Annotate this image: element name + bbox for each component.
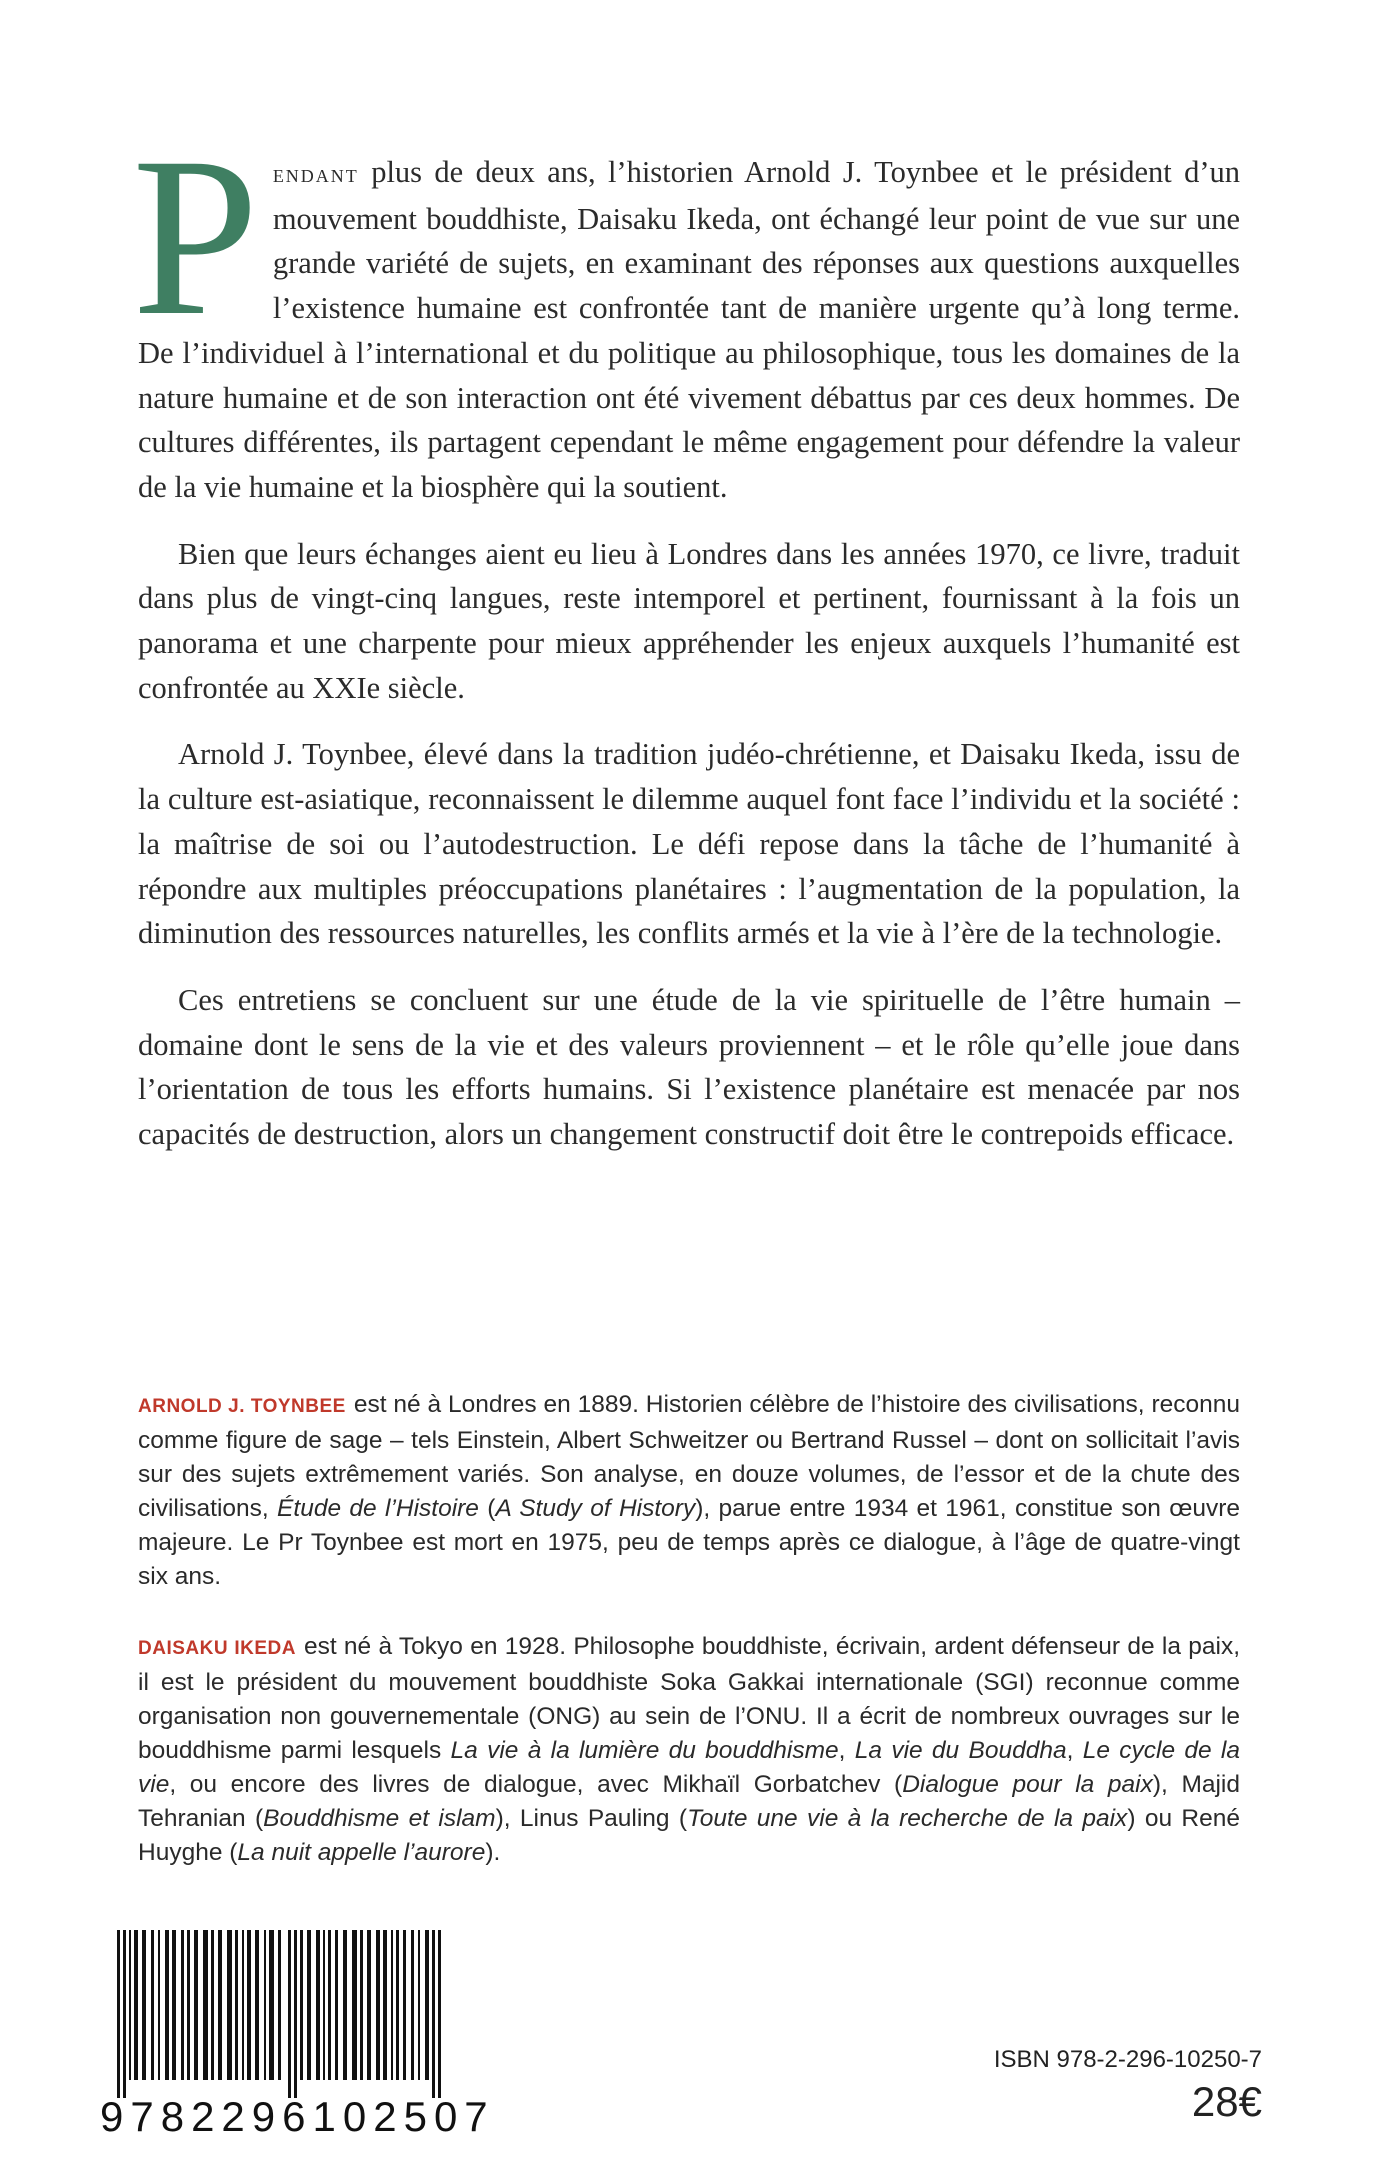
bio-text: ), parue entre 1934 et 1961, constitue son œuvre majeure. Le Pr Toynbee est mort en 1975, peu de temps après ce dialogue, à l’âge de quatre-vingt six ans. bbox=[138, 1495, 1240, 1590]
book-title: La vie à la lumière du bouddhisme bbox=[450, 1737, 839, 1764]
bio-text: ( bbox=[478, 1495, 496, 1522]
barcode-bar bbox=[235, 1930, 238, 2080]
book-title: La vie du Bouddha bbox=[854, 1737, 1067, 1764]
barcode-bar bbox=[165, 1930, 169, 2080]
bio-name-toynbee: ARNOLD J. TOYNBEE bbox=[138, 1396, 346, 1417]
barcode-bar bbox=[307, 1930, 311, 2080]
barcode-bar bbox=[211, 1930, 214, 2080]
book-title: La nuit appelle l’aurore bbox=[237, 1839, 486, 1866]
barcode-bar bbox=[294, 1930, 297, 2098]
barcode-bar bbox=[187, 1930, 190, 2080]
book-title: Bouddhisme et islam bbox=[263, 1805, 496, 1832]
barcode-bar bbox=[335, 1930, 338, 2080]
barcode-bar bbox=[391, 1930, 393, 2080]
bio-text: , ou encore des livres de dialogue, avec Mikhaïl Gorbatchev ( bbox=[169, 1771, 903, 1798]
bio-text: , bbox=[1066, 1737, 1083, 1764]
back-cover-text bbox=[132, 111, 1240, 1179]
paragraph-2: Bien que leurs échanges aient eu lieu à Londres dans les années 1970, ce livre, traduit dans plus de vingt-cinq langues, reste intemporel et pertinent, fournissant à la fois un panorama et une charpente pour mieux appréhender les enjeux auxquels l’humanité est confrontée au XXIe siècle. bbox=[138, 536, 1240, 705]
bio-text: , bbox=[838, 1737, 855, 1764]
barcode-bar bbox=[328, 1930, 331, 2080]
bio-text: ), Majid Tehranian ( bbox=[138, 1771, 1241, 1832]
barcode bbox=[113, 1930, 473, 2100]
barcode-bar bbox=[323, 1930, 325, 2080]
barcode-bar bbox=[316, 1930, 320, 2080]
bio-text: ). bbox=[485, 1839, 501, 1866]
book-title: A Study of History bbox=[495, 1495, 696, 1522]
barcode-bar bbox=[203, 1930, 208, 2080]
price: 28€ bbox=[1191, 2078, 1262, 2125]
barcode-bar bbox=[418, 1930, 420, 2080]
barcode-bar bbox=[172, 1930, 176, 2080]
barcode-bar bbox=[288, 1930, 291, 2098]
bio-toynbee bbox=[138, 1388, 1240, 1594]
barcode-bar bbox=[269, 1930, 274, 2080]
bio-text: est né à Londres en 1889. Historien célèbre de l’histoire des civilisations, reconnu comme figure de sage – tels Einstein, Albert Schweitzer ou Bertrand Russel – dont on sollicitait l’avis sur des sujets extrêmement variés. Son analyse, en douze volumes, de l’essor et de la chute des civilisations, bbox=[138, 1391, 1240, 1522]
barcode-bar bbox=[247, 1930, 251, 2080]
barcode-bar bbox=[425, 1930, 429, 2080]
barcode-bar bbox=[151, 1930, 154, 2080]
barcode-bar bbox=[264, 1930, 266, 2080]
barcode-bar bbox=[352, 1930, 357, 2080]
book-title: Le cycle de la vie bbox=[138, 1737, 1240, 1798]
intro-text: plus de deux ans, l’historien Arnold J. Toynbee et le président d’un mouvement bouddhiste, Daisaku Ikeda, ont échangé leur point de vue sur une grande variété de sujets, en examinant des réponses aux questions auxquelles l’existence humaine est confrontée tant de manière urgente qu’à long terme. De l’individuel à l’international et du politique au philosophique, tous les domaines de la nature humaine et de son interaction ont été vivement débattus par ces deux hommes. De cultures différentes, ils partagent cependant le même engagement pour défendre la valeur de la vie humaine et la biosphère qui la soutient. bbox=[138, 155, 1240, 504]
barcode-bar bbox=[129, 1930, 131, 2080]
barcode-bar bbox=[432, 1930, 435, 2098]
barcode-digits: 9782296102507 bbox=[100, 2093, 495, 2140]
barcode-bar bbox=[158, 1930, 160, 2080]
barcode-bar bbox=[123, 1930, 126, 2098]
barcode-bar bbox=[438, 1930, 441, 2098]
barcode-bar bbox=[218, 1930, 222, 2080]
barcode-bar bbox=[117, 1930, 120, 2098]
barcode-bar bbox=[142, 1930, 146, 2080]
bio-ikeda bbox=[138, 1630, 1240, 1870]
bio-text: ), Linus Pauling ( bbox=[495, 1805, 688, 1832]
drop-cap: P bbox=[132, 111, 259, 363]
bio-name-ikeda: DAISAKU IKEDA bbox=[138, 1638, 296, 1659]
barcode-bar bbox=[367, 1930, 371, 2080]
barcode-bar bbox=[376, 1930, 380, 2080]
barcode-bar bbox=[134, 1930, 138, 2080]
barcode-bar bbox=[383, 1930, 387, 2080]
barcode-bar bbox=[411, 1930, 414, 2080]
paragraph-3: Arnold J. Toynbee, élevé dans la tradition judéo-chrétienne, et Daisaku Ikeda, issu de la culture est-asiatique, reconnaissent le dilemme auquel font face l’individu et la société : la maîtrise de soi ou l’autodestruction. Le défi repose dans la tâche de l’humanité à répondre aux multiples préoccupations planétaires : l’augmentation de la population, la diminution des ressources naturelles, les conflits armés et la vie à l’ère de la technologie. bbox=[138, 737, 1240, 951]
intro-paragraph bbox=[132, 111, 1240, 510]
barcode-bar bbox=[242, 1930, 244, 2080]
isbn: ISBN 978-2-296-10250-7 bbox=[993, 2046, 1262, 2073]
barcode-bar bbox=[396, 1930, 399, 2080]
barcode-bar bbox=[227, 1930, 232, 2080]
barcode-bar bbox=[255, 1930, 259, 2080]
barcode-bar bbox=[403, 1930, 406, 2080]
book-title: Étude de l’Histoire bbox=[277, 1495, 479, 1522]
barcode-bar bbox=[360, 1930, 363, 2080]
barcode-bar bbox=[181, 1930, 184, 2080]
barcode-bar bbox=[194, 1930, 198, 2080]
barcode-bar bbox=[300, 1930, 303, 2080]
intro-smallcaps: endant bbox=[272, 159, 359, 188]
bio-text: est né à Tokyo en 1928. Philosophe bouddhiste, écrivain, ardent défenseur de la paix, il est le président du mouvement bouddhiste Soka Gakkai internationale (SGI) reconnue comme organisation non gouvernementale (ONG) au sein de l’ONU. Il a écrit de nombreux ouvrages sur le bouddhisme parmi lesquels bbox=[138, 1633, 1241, 1764]
book-title: Dialogue pour la paix bbox=[902, 1771, 1153, 1798]
bio-text: ) ou René Huyghe ( bbox=[138, 1805, 1240, 1866]
book-title: Toute une vie à la recherche de la paix bbox=[687, 1805, 1128, 1832]
paragraph-4: Ces entretiens se concluent sur une étude de la vie spirituelle de l’être humain – domaine dont le sens de la vie et des valeurs proviennent – et le rôle qu’elle joue dans l’orientation de tous les efforts humains. Si l’existence planétaire est menacée par nos capacités de destruction, alors un changement constructif doit être le contrepoids efficace. bbox=[138, 982, 1240, 1152]
barcode-bar bbox=[278, 1930, 281, 2080]
barcode-bar bbox=[343, 1930, 347, 2080]
